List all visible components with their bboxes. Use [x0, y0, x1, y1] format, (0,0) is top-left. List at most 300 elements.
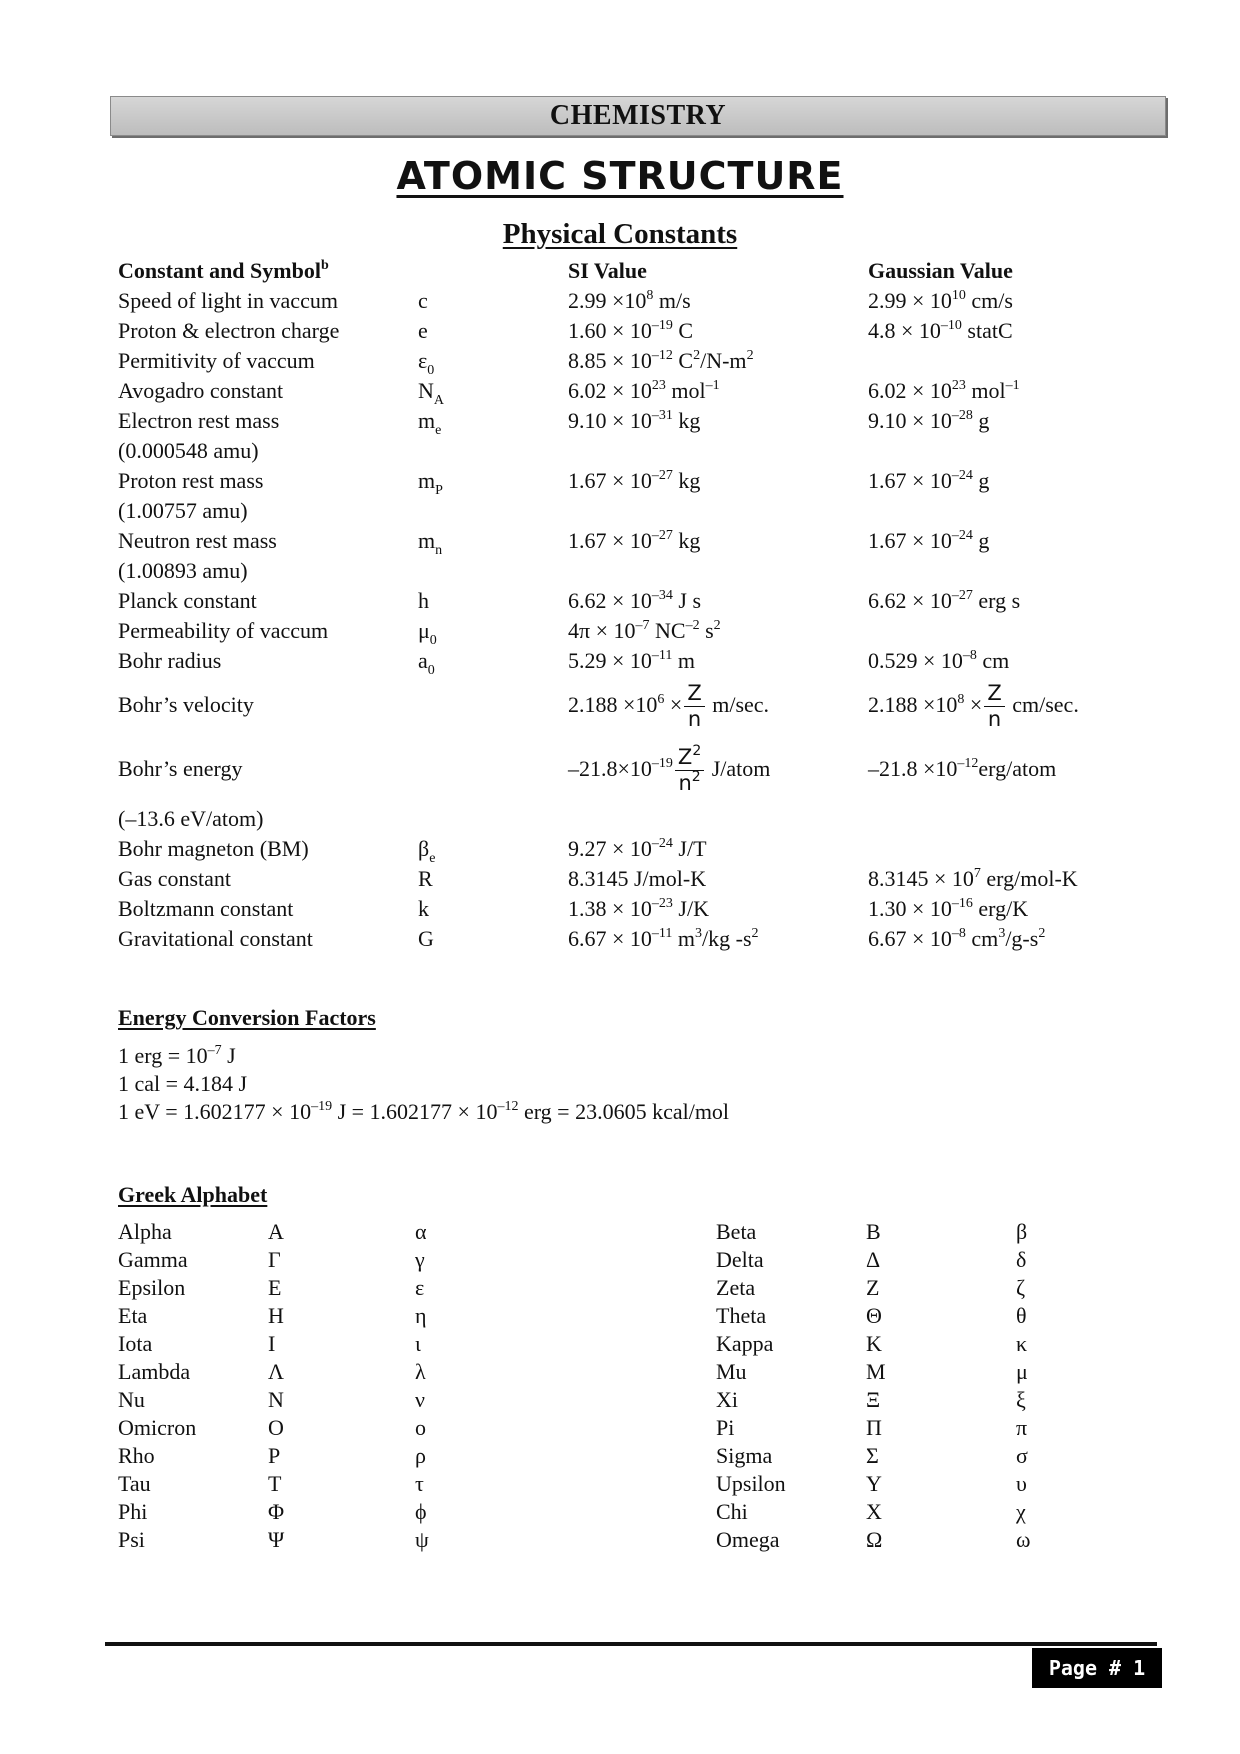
- value-exponent: –7: [635, 618, 650, 633]
- greek-row: [118, 1526, 1118, 1554]
- constant-name: (1.00893 amu): [118, 558, 248, 583]
- symbol-text: m: [418, 528, 436, 553]
- greek-row: [118, 1274, 1118, 1302]
- fraction: [675, 743, 704, 796]
- si-value: [568, 616, 721, 646]
- symbol-subscript: 0: [427, 663, 435, 678]
- constant-name: Electron rest mass: [118, 408, 280, 433]
- greek-lowercase: δ: [1016, 1247, 1027, 1272]
- gaussian-value: [868, 526, 989, 556]
- value-text: erg/mol-K: [980, 866, 1078, 891]
- subject-header-bar: [110, 96, 1166, 136]
- constants-header-row: [118, 256, 1118, 286]
- constant-name: Neutron rest mass: [118, 528, 277, 553]
- constant-name: Proton rest mass: [118, 468, 264, 493]
- fraction: [684, 683, 704, 730]
- value-text: 6.67 × 10: [568, 926, 652, 951]
- symbol-subscript: P: [435, 483, 443, 498]
- greek-uppercase: Π: [866, 1415, 882, 1440]
- constant-symbol: [418, 894, 429, 924]
- greek-lowercase: ψ: [415, 1527, 429, 1552]
- si-value: [568, 676, 769, 734]
- constant-symbol: [418, 406, 441, 436]
- greek-letter-name: Omega: [716, 1527, 780, 1552]
- value-text: /g-s: [1005, 926, 1039, 951]
- greek-letter-name: Kappa: [716, 1331, 774, 1356]
- greek-uppercase: Δ: [866, 1247, 881, 1272]
- constant-row-bohr-velocity: [118, 676, 1118, 734]
- greek-uppercase: Ξ: [866, 1387, 881, 1412]
- greek-lowercase: ε: [415, 1275, 425, 1300]
- greek-row: [118, 1358, 1118, 1386]
- greek-letter-name: Rho: [118, 1443, 155, 1468]
- constant-name: (–13.6 eV/atom): [118, 806, 264, 831]
- greek-uppercase: Σ: [866, 1443, 879, 1468]
- greek-lowercase: τ: [415, 1471, 424, 1496]
- si-value: [568, 526, 700, 556]
- value-text: cm/s: [965, 288, 1013, 313]
- constant-name: Planck constant: [118, 588, 257, 613]
- gaussian-value: [868, 286, 1013, 316]
- value-text: 1.67 × 10: [568, 528, 652, 553]
- fraction-numerator: Z: [984, 683, 1004, 707]
- gaussian-value: [868, 894, 1028, 924]
- value-text: 1.38 × 10: [568, 896, 652, 921]
- greek-row: [118, 1470, 1118, 1498]
- value-text: C: [672, 318, 694, 343]
- constant-symbol: [418, 466, 443, 496]
- si-value: [568, 376, 720, 406]
- page-title-text: ATOMIC STRUCTURE: [396, 154, 844, 198]
- greek-letter-name: Psi: [118, 1527, 145, 1552]
- constant-row: [118, 616, 1118, 646]
- symbol-subscript: e: [429, 851, 436, 866]
- value-text: 4.8 × 10: [868, 318, 941, 343]
- greek-uppercase: Ζ: [866, 1275, 880, 1300]
- constant-symbol: [418, 834, 435, 864]
- energy-conversion-line: [118, 1070, 729, 1098]
- numerator-text: Z: [677, 745, 693, 770]
- greek-row: [118, 1246, 1118, 1274]
- constant-name: (1.00757 amu): [118, 498, 248, 523]
- greek-letter-name: Xi: [716, 1387, 738, 1412]
- constant-name: Permeability of vaccum: [118, 618, 329, 643]
- value-exponent: –27: [951, 588, 973, 603]
- value-text: NC: [649, 618, 686, 643]
- value-text: 6.02 × 10: [568, 378, 652, 403]
- energy-conversion-line: [118, 1098, 729, 1126]
- value-text: 2.188 ×10: [868, 692, 958, 717]
- constant-name: Gravitational constant: [118, 926, 313, 951]
- greek-uppercase: Φ: [268, 1499, 285, 1524]
- page-number-badge: Page # 1: [1032, 1648, 1162, 1688]
- value-unit: J/atom: [706, 756, 771, 781]
- value-text: cm: [965, 926, 999, 951]
- value-exponent: –10: [940, 318, 962, 333]
- value-exponent: –1: [705, 378, 720, 393]
- constant-row: [118, 436, 1118, 466]
- greek-uppercase: Κ: [866, 1331, 882, 1356]
- value-text: 1.67 × 10: [568, 468, 652, 493]
- si-value: [568, 406, 700, 436]
- symbol-subscript: n: [435, 543, 443, 558]
- constant-row: [118, 526, 1118, 556]
- value-exponent: –19: [311, 1099, 333, 1114]
- value-text: ×: [664, 692, 683, 717]
- greek-uppercase: Τ: [268, 1471, 282, 1496]
- greek-uppercase: Χ: [866, 1499, 882, 1524]
- value-exponent: –24: [951, 528, 973, 543]
- value-text: 9.10 × 10: [868, 408, 952, 433]
- value-exponent: 2: [693, 348, 701, 363]
- value-exponent: –28: [951, 408, 973, 423]
- constant-row: [118, 834, 1118, 864]
- greek-lowercase: ν: [415, 1387, 425, 1412]
- constant-name: (0.000548 amu): [118, 438, 259, 463]
- value-exponent: –11: [651, 926, 673, 941]
- value-text: 8.85 × 10: [568, 348, 652, 373]
- value-text: 8.3145 × 10: [868, 866, 974, 891]
- value-exponent: 8: [646, 288, 654, 303]
- value-exponent: 2: [713, 618, 721, 633]
- value-text: 8.3145 J/mol-K: [568, 866, 707, 891]
- value-text: /kg -s: [702, 926, 752, 951]
- value-text: 1 cal = 4.184 J: [118, 1071, 248, 1096]
- value-text: 1.67 × 10: [868, 468, 952, 493]
- value-text: 2.99 × 10: [868, 288, 952, 313]
- constant-name: Avogadro constant: [118, 378, 284, 403]
- value-text: J: [221, 1043, 236, 1068]
- symbol-text: c: [418, 288, 428, 313]
- gaussian-value: [868, 376, 1020, 406]
- constant-symbol: [418, 616, 437, 646]
- greek-uppercase: Ν: [268, 1387, 284, 1412]
- greek-letter-name: Tau: [118, 1471, 151, 1496]
- footer-divider: [105, 1642, 1157, 1646]
- value-exponent: –11: [651, 648, 673, 663]
- gaussian-value: [868, 864, 1078, 894]
- si-value: [568, 734, 770, 804]
- greek-letter-name: Lambda: [118, 1359, 191, 1384]
- greek-alphabet-table: [118, 1218, 1118, 1554]
- value-text: erg s: [972, 588, 1021, 613]
- value-text: erg = 23.0605 kcal/mol: [518, 1099, 730, 1124]
- greek-letter-name: Upsilon: [716, 1471, 786, 1496]
- symbol-text: μ: [418, 618, 430, 643]
- gaussian-value: [868, 586, 1020, 616]
- symbol-subscript: e: [435, 423, 442, 438]
- value-text: 9.27 × 10: [568, 836, 652, 861]
- symbol-text: e: [418, 318, 428, 343]
- section-title-physical-constants: [0, 218, 1240, 251]
- fraction-numerator: Z: [684, 683, 704, 707]
- value-exponent: 3: [998, 926, 1006, 941]
- constant-symbol: [418, 316, 428, 346]
- header-constant-symbol: [118, 256, 329, 286]
- value-exponent: –31: [651, 408, 673, 423]
- symbol-text: m: [418, 468, 436, 493]
- greek-uppercase: Γ: [268, 1247, 281, 1272]
- value-exponent: –1: [1005, 378, 1020, 393]
- gaussian-value: [868, 646, 1009, 676]
- value-text: 2.99 ×10: [568, 288, 647, 313]
- greek-uppercase: Υ: [866, 1471, 882, 1496]
- constant-name: Gas constant: [118, 866, 232, 891]
- greek-uppercase: Θ: [866, 1303, 882, 1328]
- value-text: 2.188 ×10: [568, 692, 658, 717]
- value-exponent: –19: [651, 756, 673, 771]
- gaussian-value: [868, 734, 1056, 804]
- constant-name: Bohr’s energy: [118, 756, 243, 781]
- value-text: 1 eV = 1.602177 × 10: [118, 1099, 312, 1124]
- greek-letter-name: Gamma: [118, 1247, 188, 1272]
- constant-symbol: [418, 924, 434, 954]
- si-value: [568, 466, 700, 496]
- greek-lowercase: υ: [1016, 1471, 1027, 1496]
- greek-lowercase: χ: [1016, 1499, 1026, 1524]
- fraction-denominator: n: [987, 707, 1002, 732]
- value-text: cm: [976, 648, 1010, 673]
- denominator-text: n: [678, 771, 692, 796]
- greek-uppercase: Α: [268, 1219, 284, 1244]
- greek-uppercase: Ρ: [268, 1443, 281, 1468]
- constant-symbol: [418, 346, 434, 376]
- greek-row: [118, 1330, 1118, 1358]
- constant-row: [118, 924, 1118, 954]
- greek-lowercase: ρ: [415, 1443, 426, 1468]
- value-text: 1 erg = 10: [118, 1043, 208, 1068]
- value-exponent: 10: [951, 288, 966, 303]
- constant-symbol: [418, 526, 442, 556]
- symbol-subscript: 0: [427, 363, 435, 378]
- value-exponent: –34: [651, 588, 673, 603]
- value-text: 1.67 × 10: [868, 528, 952, 553]
- greek-letter-name: Epsilon: [118, 1275, 186, 1300]
- constant-row: [118, 286, 1118, 316]
- greek-lowercase: σ: [1016, 1443, 1028, 1468]
- header-constant-label: Constant and Symbol: [118, 258, 321, 283]
- constant-symbol: [418, 646, 435, 676]
- constant-row: [118, 346, 1118, 376]
- section-title-energy-conversion: Energy Conversion Factors: [118, 1005, 376, 1030]
- greek-uppercase: Ψ: [268, 1527, 285, 1552]
- value-text: 6.02 × 10: [868, 378, 952, 403]
- energy-conversion-list: [118, 1042, 729, 1126]
- value-text: kg: [672, 528, 701, 553]
- value-text: J = 1.602177 × 10: [332, 1099, 498, 1124]
- constant-row: [118, 864, 1118, 894]
- greek-lowercase: β: [1016, 1219, 1028, 1244]
- greek-lowercase: ζ: [1016, 1275, 1026, 1300]
- constants-body: [118, 286, 1118, 676]
- symbol-text: ε: [418, 348, 428, 373]
- greek-letter-name: Chi: [716, 1499, 748, 1524]
- value-text: 1.60 × 10: [568, 318, 652, 343]
- fraction: [984, 683, 1004, 730]
- value-exponent: 2: [746, 348, 754, 363]
- greek-lowercase: α: [415, 1219, 427, 1244]
- greek-lowercase: λ: [415, 1359, 426, 1384]
- value-text: 6.67 × 10: [868, 926, 952, 951]
- value-exponent: 6: [657, 692, 665, 707]
- symbol-text: R: [418, 866, 433, 891]
- constant-name: Boltzmann constant: [118, 896, 294, 921]
- value-text: statC: [961, 318, 1013, 343]
- greek-uppercase: Ω: [866, 1527, 883, 1552]
- greek-lowercase: θ: [1016, 1303, 1027, 1328]
- symbol-text: a: [418, 648, 428, 673]
- symbol-text: h: [418, 588, 429, 613]
- value-exponent: –2: [685, 618, 700, 633]
- value-unit: m/sec.: [706, 692, 770, 717]
- si-value: [568, 646, 695, 676]
- constant-row: [118, 894, 1118, 924]
- fraction-denominator: n: [687, 707, 702, 732]
- greek-letter-name: Delta: [716, 1247, 764, 1272]
- value-exponent: 23: [951, 378, 966, 393]
- symbol-text: G: [418, 926, 434, 951]
- si-value: [568, 924, 759, 954]
- constant-symbol: [418, 286, 428, 316]
- greek-row: [118, 1302, 1118, 1330]
- symbol-subscript: A: [433, 393, 445, 408]
- value-exponent: –7: [207, 1043, 222, 1058]
- greek-uppercase: Λ: [268, 1359, 284, 1384]
- constant-row: [118, 466, 1118, 496]
- si-value: [568, 834, 707, 864]
- value-exponent: 2: [1038, 926, 1046, 941]
- greek-row: [118, 1218, 1118, 1246]
- value-text: m: [672, 926, 696, 951]
- value-text: m/s: [653, 288, 691, 313]
- value-text: J/T: [672, 836, 707, 861]
- value-text: s: [699, 618, 714, 643]
- si-value: [568, 286, 691, 316]
- constant-name: Permitivity of vaccum: [118, 348, 315, 373]
- greek-lowercase: η: [415, 1303, 427, 1328]
- symbol-text: m: [418, 408, 436, 433]
- value-exponent: –8: [962, 648, 977, 663]
- numerator-exponent: 2: [692, 743, 702, 760]
- gaussian-value: [868, 316, 1013, 346]
- gaussian-value: [868, 676, 1079, 734]
- value-exponent: –23: [651, 896, 673, 911]
- greek-lowercase: π: [1016, 1415, 1028, 1440]
- constant-symbol: [418, 586, 429, 616]
- greek-letter-name: Omicron: [118, 1415, 197, 1440]
- greek-letter-name: Iota: [118, 1331, 153, 1356]
- value-unit: erg/atom: [978, 756, 1057, 781]
- constant-name: Bohr magneton (BM): [118, 836, 309, 861]
- constant-row: [118, 556, 1118, 586]
- value-text: C: [672, 348, 694, 373]
- value-text: –21.8×10: [568, 756, 652, 781]
- fraction-numerator: [675, 743, 704, 771]
- greek-letter-name: Phi: [118, 1499, 148, 1524]
- si-value: [568, 586, 701, 616]
- value-text: ×: [964, 692, 983, 717]
- value-exponent: –19: [651, 318, 673, 333]
- value-exponent: –27: [651, 468, 673, 483]
- value-text: 6.62 × 10: [868, 588, 952, 613]
- greek-lowercase: ι: [415, 1331, 421, 1356]
- fraction-denominator: [678, 771, 700, 794]
- value-text: m: [672, 648, 696, 673]
- value-text: g: [972, 408, 990, 433]
- gaussian-value: [868, 924, 1045, 954]
- value-text: –21.8 ×10: [868, 756, 958, 781]
- greek-lowercase: ω: [1016, 1527, 1031, 1552]
- greek-letter-name: Pi: [716, 1415, 735, 1440]
- constant-name: Proton & electron charge: [118, 318, 340, 343]
- symbol-text: N: [418, 378, 434, 403]
- value-text: mol: [965, 378, 1006, 403]
- si-value: [568, 346, 754, 376]
- value-text: g: [972, 528, 990, 553]
- value-exponent: –12: [651, 348, 673, 363]
- value-text: mol: [665, 378, 706, 403]
- value-text: 1.30 × 10: [868, 896, 952, 921]
- constant-row: [118, 376, 1118, 406]
- si-value: [568, 894, 709, 924]
- header-gaussian-value: Gaussian Value: [868, 258, 1013, 283]
- value-text: 0.529 × 10: [868, 648, 963, 673]
- greek-lowercase: γ: [415, 1247, 425, 1272]
- value-exponent: 8: [957, 692, 965, 707]
- section-title-text: Physical Constants: [502, 218, 738, 250]
- greek-row: [118, 1442, 1118, 1470]
- value-exponent: –12: [957, 756, 979, 771]
- greek-lowercase: ξ: [1016, 1387, 1026, 1412]
- value-unit: cm/sec.: [1006, 692, 1079, 717]
- constant-name: Bohr’s velocity: [118, 692, 254, 717]
- constant-name: Speed of light in vaccum: [118, 288, 338, 313]
- value-exponent: –16: [951, 896, 973, 911]
- value-exponent: 2: [751, 926, 759, 941]
- constant-row: [118, 496, 1118, 526]
- value-exponent: –8: [951, 926, 966, 941]
- value-text: g: [972, 468, 990, 493]
- header-constant-footnote: b: [320, 258, 329, 273]
- energy-conversion-line: [118, 1042, 729, 1070]
- value-exponent: –27: [651, 528, 673, 543]
- subject-title: CHEMISTRY: [549, 100, 727, 131]
- page-title: [0, 154, 1240, 198]
- greek-lowercase: κ: [1016, 1331, 1028, 1356]
- greek-uppercase: Β: [866, 1219, 881, 1244]
- gaussian-value: [868, 406, 989, 436]
- greek-letter-name: Zeta: [716, 1275, 756, 1300]
- constant-symbol: [418, 376, 444, 406]
- greek-row: [118, 1498, 1118, 1526]
- denominator-exponent: 2: [691, 769, 701, 786]
- greek-lowercase: ϕ: [415, 1499, 427, 1524]
- constant-row: [118, 406, 1118, 436]
- symbol-subscript: 0: [429, 633, 437, 648]
- value-text: kg: [672, 468, 701, 493]
- value-text: J s: [672, 588, 702, 613]
- si-value: [568, 864, 706, 894]
- greek-uppercase: Ε: [268, 1275, 282, 1300]
- greek-uppercase: Ο: [268, 1415, 284, 1440]
- constant-row: [118, 804, 1118, 834]
- greek-lowercase: μ: [1016, 1359, 1028, 1384]
- value-exponent: –24: [651, 836, 673, 851]
- value-text: kg: [672, 408, 701, 433]
- constant-row: [118, 316, 1118, 346]
- constant-row: [118, 586, 1118, 616]
- value-text: erg/K: [972, 896, 1029, 921]
